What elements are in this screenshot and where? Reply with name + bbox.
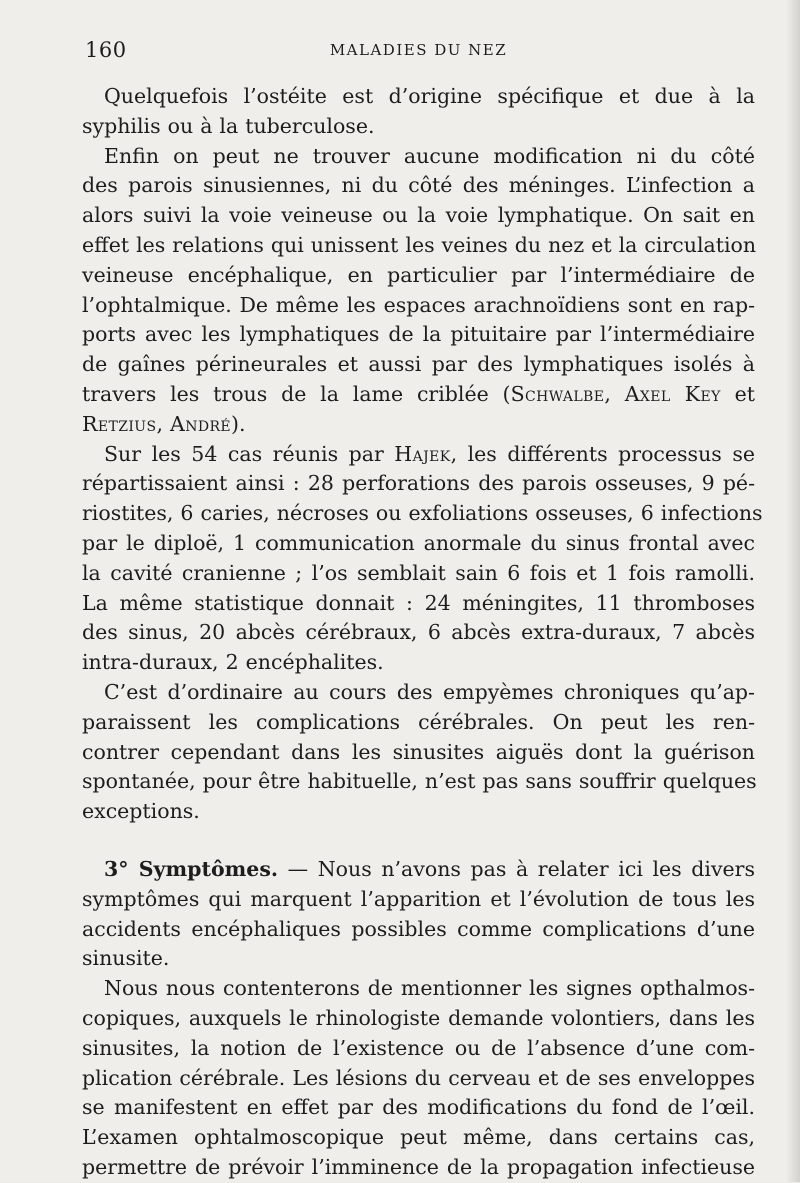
text-line: se manifestent en effet par des modifications du fond de l’œil. xyxy=(82,1095,755,1120)
text-run: , les différents processus se xyxy=(450,441,755,466)
text-run: — Nous n’avons pas à relater ici les divers xyxy=(278,856,755,881)
text-line: permettre de prévoir l’imminence de la propagation infectieuse xyxy=(82,1154,755,1179)
text-line: sinusite. xyxy=(82,946,170,971)
page-header xyxy=(85,38,752,64)
text-line: exceptions. xyxy=(82,799,200,824)
text-line: Enfin on peut ne trouver aucune modification ni du côté xyxy=(104,143,755,168)
author-name: André xyxy=(170,411,232,436)
author-name: Retzius xyxy=(82,411,157,436)
section-gap xyxy=(82,827,755,855)
text-line: l’ophtalmique. De même les espaces arachnoïdiens sont en rap- xyxy=(82,292,755,317)
text-line: Nous nous contenterons de mentionner les signes opthalmos- xyxy=(104,976,755,1001)
page-body xyxy=(82,82,763,1183)
text-line: spontanée, pour être habituelle, n’est pas sans souffrir quelques xyxy=(82,769,757,794)
text-line: par le diploë, 1 communication anormale du sinus frontal avec xyxy=(82,530,755,555)
text-line: veineuse encéphalique, en particulier par l’intermédiaire de xyxy=(82,262,755,287)
text-line: contrer cependant dans les sinusites aiguës dont la guérison xyxy=(82,739,755,764)
text-line: répartissaient ainsi : 28 perforations des parois osseuses, 9 pé- xyxy=(82,471,755,496)
section-symptomes xyxy=(82,855,755,974)
paragraph-1 xyxy=(82,82,755,142)
text-line xyxy=(82,410,755,440)
author-name: Hajek xyxy=(394,441,451,466)
text-line: des sinus, 20 abcès cérébraux, 6 abcès extra-duraux, 7 abcès xyxy=(82,620,755,645)
text-line: la cavité cranienne ; l’os semblait sain 6 fois et 1 fois ramolli. xyxy=(82,560,755,585)
text-line: L’examen ophtalmoscopique peut même, dans certains cas, xyxy=(82,1125,755,1150)
author-name: Schwalbe xyxy=(510,381,605,406)
text-run: et xyxy=(720,381,755,406)
text-line: Quelquefois l’ostéite est d’origine spécifique et due à la xyxy=(104,84,755,108)
section-heading: 3° Symptômes. xyxy=(104,856,279,881)
text-line: effet les relations qui unissent les veines du nez et la circulation xyxy=(82,232,757,257)
text-run: Sur les 54 cas réunis par xyxy=(104,441,395,466)
text-line: de gaînes périneurales et aussi par des lymphatiques isolés à xyxy=(82,352,755,377)
text-line xyxy=(82,440,755,470)
paragraph-4 xyxy=(82,678,755,827)
text-line: sinusites, la notion de l’existence ou de l’absence d’une com- xyxy=(82,1035,755,1060)
text-line: des parois sinusiennes, ni du côté des méninges. L’infection a xyxy=(82,173,755,198)
page-edge-shadow xyxy=(786,0,800,1182)
author-name: Axel Key xyxy=(624,381,721,406)
paragraph-6 xyxy=(82,974,755,1183)
text-run: travers les trous de la lame criblée ( xyxy=(82,381,511,406)
text-line: intra-duraux, 2 encéphalites. xyxy=(82,650,384,675)
running-title: MALADIES DU NEZ xyxy=(329,41,508,59)
text-line: paraissent les complications cérébrales. On peut les ren- xyxy=(82,709,755,734)
text-line: plication cérébrale. Les lésions du cerveau et de ses enveloppes xyxy=(82,1065,755,1090)
text-line: alors suivi la voie veineuse ou la voie lymphatique. On sait en xyxy=(82,203,755,228)
text-line: C’est d’ordinaire au cours des empyèmes chroniques qu’ap- xyxy=(104,679,755,704)
text-line xyxy=(82,380,755,410)
text-line xyxy=(82,855,755,885)
text-run: , xyxy=(604,381,625,406)
text-line: ports avec les lymphatiques de la pituitaire par l’intermédiaire xyxy=(82,322,755,347)
paragraph-2 xyxy=(82,142,755,440)
text-run: ). xyxy=(231,411,246,436)
paragraph-3 xyxy=(82,440,763,678)
text-line: syphilis ou à la tuberculose. xyxy=(82,113,375,138)
text-line: copiques, auxquels le rhinologiste demande volontiers, dans les xyxy=(82,1005,755,1030)
text-line: riostites, 6 caries, nécroses ou exfoliations osseuses, 6 infections xyxy=(82,501,763,526)
text-run: , xyxy=(156,411,170,436)
text-line: symptômes qui marquent l’apparition et l’évolution de tous les xyxy=(82,886,755,911)
page-number: 160 xyxy=(85,38,127,62)
text-line: accidents encéphaliques possibles comme complications d’une xyxy=(82,916,755,941)
text-line: La même statistique donnait : 24 méningites, 11 thromboses xyxy=(82,590,755,615)
